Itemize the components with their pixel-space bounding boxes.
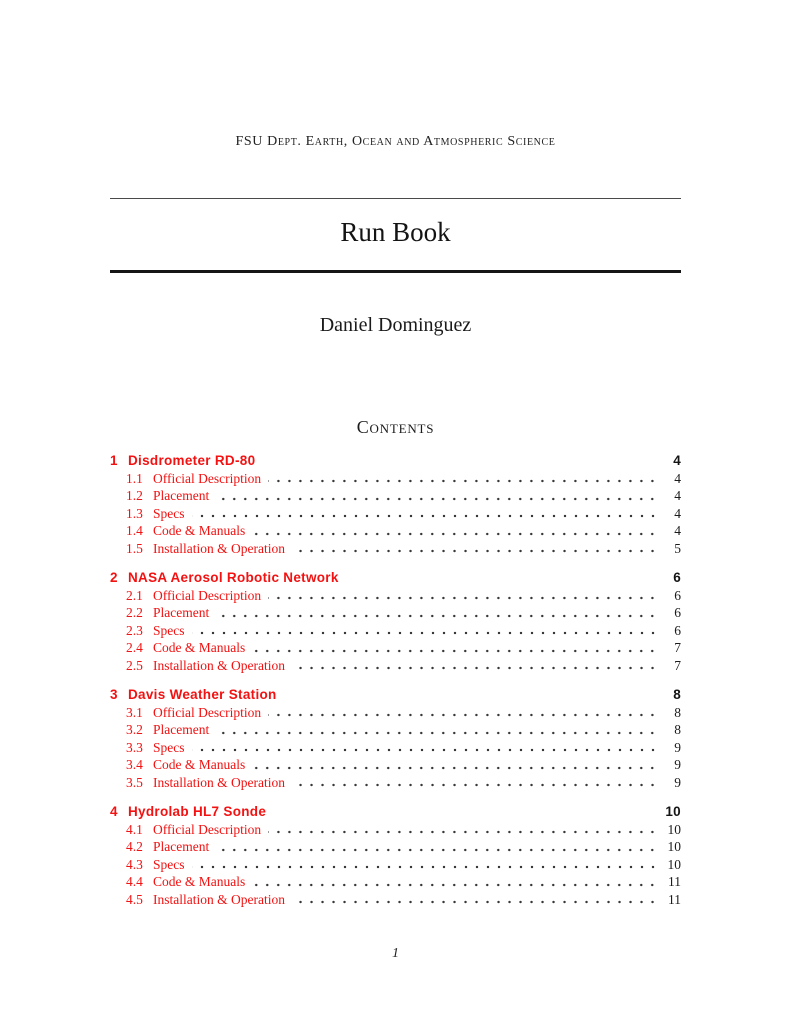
toc-section-block [110, 803, 681, 908]
toc-section-number: 4 [110, 804, 118, 819]
toc-subsection-title: Installation & Operation [153, 540, 285, 556]
toc-subsection-title: Specs [153, 622, 185, 638]
toc-leader [262, 452, 659, 470]
toc-subsection-number: 1.4 [126, 523, 143, 538]
toc-subsection-entry[interactable] [110, 838, 681, 856]
toc-subsection-page: 4 [674, 488, 681, 503]
toc-subsection-number: 1.3 [126, 505, 143, 521]
toc-subsection-entry[interactable] [110, 622, 681, 640]
table-of-contents [110, 452, 681, 908]
toc-subsection-number: 2.4 [126, 640, 143, 655]
toc-subsection-page: 10 [667, 821, 681, 837]
toc-section-number: 1 [110, 453, 118, 468]
toc-subsection-entry[interactable] [110, 587, 681, 605]
toc-section-title: NASA Aerosol Robotic Network [128, 570, 339, 585]
toc-subsection-title: Specs [153, 505, 185, 521]
toc-subsection-page: 7 [674, 640, 681, 655]
toc-subsection-title: Code & Manuals [153, 874, 246, 889]
toc-leader [273, 803, 659, 821]
toc-subsection-title: Code & Manuals [153, 640, 246, 655]
contents-heading: Contents [356, 417, 435, 437]
toc-subsection-number: 4.5 [126, 891, 143, 907]
toc-subsection-page: 10 [667, 839, 681, 854]
toc-subsection-entry[interactable] [110, 739, 681, 757]
toc-subsection-page: 6 [674, 605, 681, 620]
toc-subsection-entry[interactable] [110, 756, 681, 774]
toc-subsection-title: Official Description [153, 470, 262, 486]
toc-dot-leader [268, 470, 659, 488]
toc-subsection-number: 4.4 [126, 874, 143, 889]
toc-subsection-title: Installation & Operation [153, 891, 285, 907]
toc-section-entry[interactable] [110, 803, 681, 821]
running-header: FSU Dept. Earth, Ocean and Atmospheric Science [235, 134, 556, 149]
toc-subsection-title: Placement [153, 722, 210, 737]
author-name: Daniel Dominguez [319, 314, 472, 336]
toc-subsection-entry[interactable] [110, 821, 681, 839]
toc-subsection-number: 3.1 [126, 704, 143, 720]
toc-subsection-entry[interactable] [110, 891, 681, 909]
toc-subsection-page: 10 [667, 856, 681, 872]
toc-section-entry[interactable] [110, 569, 681, 587]
toc-subsection-number: 3.4 [126, 757, 143, 772]
toc-section-title: Hydrolab HL7 Sonde [128, 804, 267, 819]
toc-subsection-title: Official Description [153, 587, 262, 603]
toc-subsection-number: 3.3 [126, 739, 143, 755]
toc-section-number: 3 [110, 687, 118, 702]
toc-section-page: 8 [673, 687, 681, 702]
toc-dot-leader [192, 739, 660, 757]
toc-dot-leader [216, 487, 659, 505]
toc-subsection-title: Installation & Operation [153, 657, 285, 673]
toc-dot-leader [292, 774, 659, 792]
toc-section-block [110, 569, 681, 674]
toc-subsection-page: 11 [668, 874, 681, 889]
toc-subsection-number: 2.5 [126, 657, 143, 673]
toc-dot-leader [252, 639, 659, 657]
toc-section-page: 6 [673, 570, 681, 585]
toc-subsection-page: 9 [674, 774, 681, 790]
toc-subsection-title: Installation & Operation [153, 774, 285, 790]
toc-subsection-title: Official Description [153, 821, 262, 837]
toc-subsection-page: 7 [674, 657, 681, 673]
toc-subsection-number: 3.2 [126, 722, 143, 737]
toc-subsection-title: Placement [153, 488, 210, 503]
header-rule [110, 198, 681, 199]
toc-subsection-page: 6 [674, 587, 681, 603]
toc-subsection-title: Specs [153, 856, 185, 872]
toc-dot-leader [192, 505, 660, 523]
toc-subsection-title: Official Description [153, 704, 262, 720]
toc-subsection-number: 4.2 [126, 839, 143, 854]
toc-subsection-number: 4.3 [126, 856, 143, 872]
toc-section-entry[interactable] [110, 686, 681, 704]
toc-subsection-entry[interactable] [110, 522, 681, 540]
page-number: 1 [392, 946, 399, 961]
toc-subsection-entry[interactable] [110, 774, 681, 792]
toc-subsection-page: 9 [674, 739, 681, 755]
toc-section-block [110, 686, 681, 791]
toc-subsection-number: 4.1 [126, 821, 143, 837]
toc-subsection-entry[interactable] [110, 604, 681, 622]
toc-section-title: Disdrometer RD-80 [128, 453, 256, 468]
toc-leader [346, 569, 659, 587]
toc-dot-leader [216, 604, 659, 622]
toc-section-entry[interactable] [110, 452, 681, 470]
toc-subsection-title: Placement [153, 839, 210, 854]
toc-dot-leader [268, 821, 659, 839]
toc-subsection-page: 4 [674, 523, 681, 538]
toc-dot-leader [252, 522, 659, 540]
toc-dot-leader [292, 657, 659, 675]
toc-subsection-page: 6 [674, 622, 681, 638]
toc-dot-leader [292, 540, 659, 558]
toc-subsection-number: 2.2 [126, 605, 143, 620]
toc-dot-leader [216, 838, 659, 856]
toc-subsection-page: 4 [674, 470, 681, 486]
toc-subsection-number: 1.1 [126, 470, 143, 486]
toc-subsection-page: 8 [674, 704, 681, 720]
toc-subsection-title: Code & Manuals [153, 523, 246, 538]
toc-dot-leader [268, 587, 659, 605]
toc-subsection-entry[interactable] [110, 639, 681, 657]
toc-subsection-number: 3.5 [126, 774, 143, 790]
toc-leader [284, 686, 659, 704]
toc-subsection-number: 2.1 [126, 587, 143, 603]
toc-subsection-page: 11 [668, 891, 681, 907]
toc-dot-leader [192, 622, 660, 640]
toc-subsection-entry[interactable] [110, 856, 681, 874]
toc-dot-leader [216, 721, 659, 739]
toc-section-block [110, 452, 681, 557]
toc-subsection-number: 1.5 [126, 540, 143, 556]
toc-subsection-entry[interactable] [110, 721, 681, 739]
toc-subsection-entry[interactable] [110, 873, 681, 891]
toc-subsection-title: Specs [153, 739, 185, 755]
toc-subsection-entry[interactable] [110, 470, 681, 488]
toc-subsection-title: Code & Manuals [153, 757, 246, 772]
toc-subsection-page: 9 [674, 757, 681, 772]
toc-subsection-number: 2.3 [126, 622, 143, 638]
toc-subsection-entry[interactable] [110, 487, 681, 505]
toc-section-title: Davis Weather Station [128, 687, 277, 702]
toc-dot-leader [292, 891, 659, 909]
toc-subsection-entry[interactable] [110, 657, 681, 675]
toc-subsection-page: 8 [674, 722, 681, 737]
toc-dot-leader [252, 756, 659, 774]
document-title: Run Book [340, 217, 451, 247]
toc-subsection-number: 1.2 [126, 488, 143, 503]
title-rule [110, 270, 681, 273]
toc-subsection-entry[interactable] [110, 704, 681, 722]
toc-subsection-page: 4 [674, 505, 681, 521]
toc-dot-leader [252, 873, 659, 891]
toc-subsection-page: 5 [674, 540, 681, 556]
toc-subsection-entry[interactable] [110, 540, 681, 558]
toc-section-number: 2 [110, 570, 118, 585]
toc-dot-leader [268, 704, 659, 722]
toc-section-page: 4 [673, 453, 681, 468]
toc-dot-leader [192, 856, 660, 874]
toc-subsection-entry[interactable] [110, 505, 681, 523]
toc-subsection-title: Placement [153, 605, 210, 620]
toc-section-page: 10 [665, 804, 681, 819]
